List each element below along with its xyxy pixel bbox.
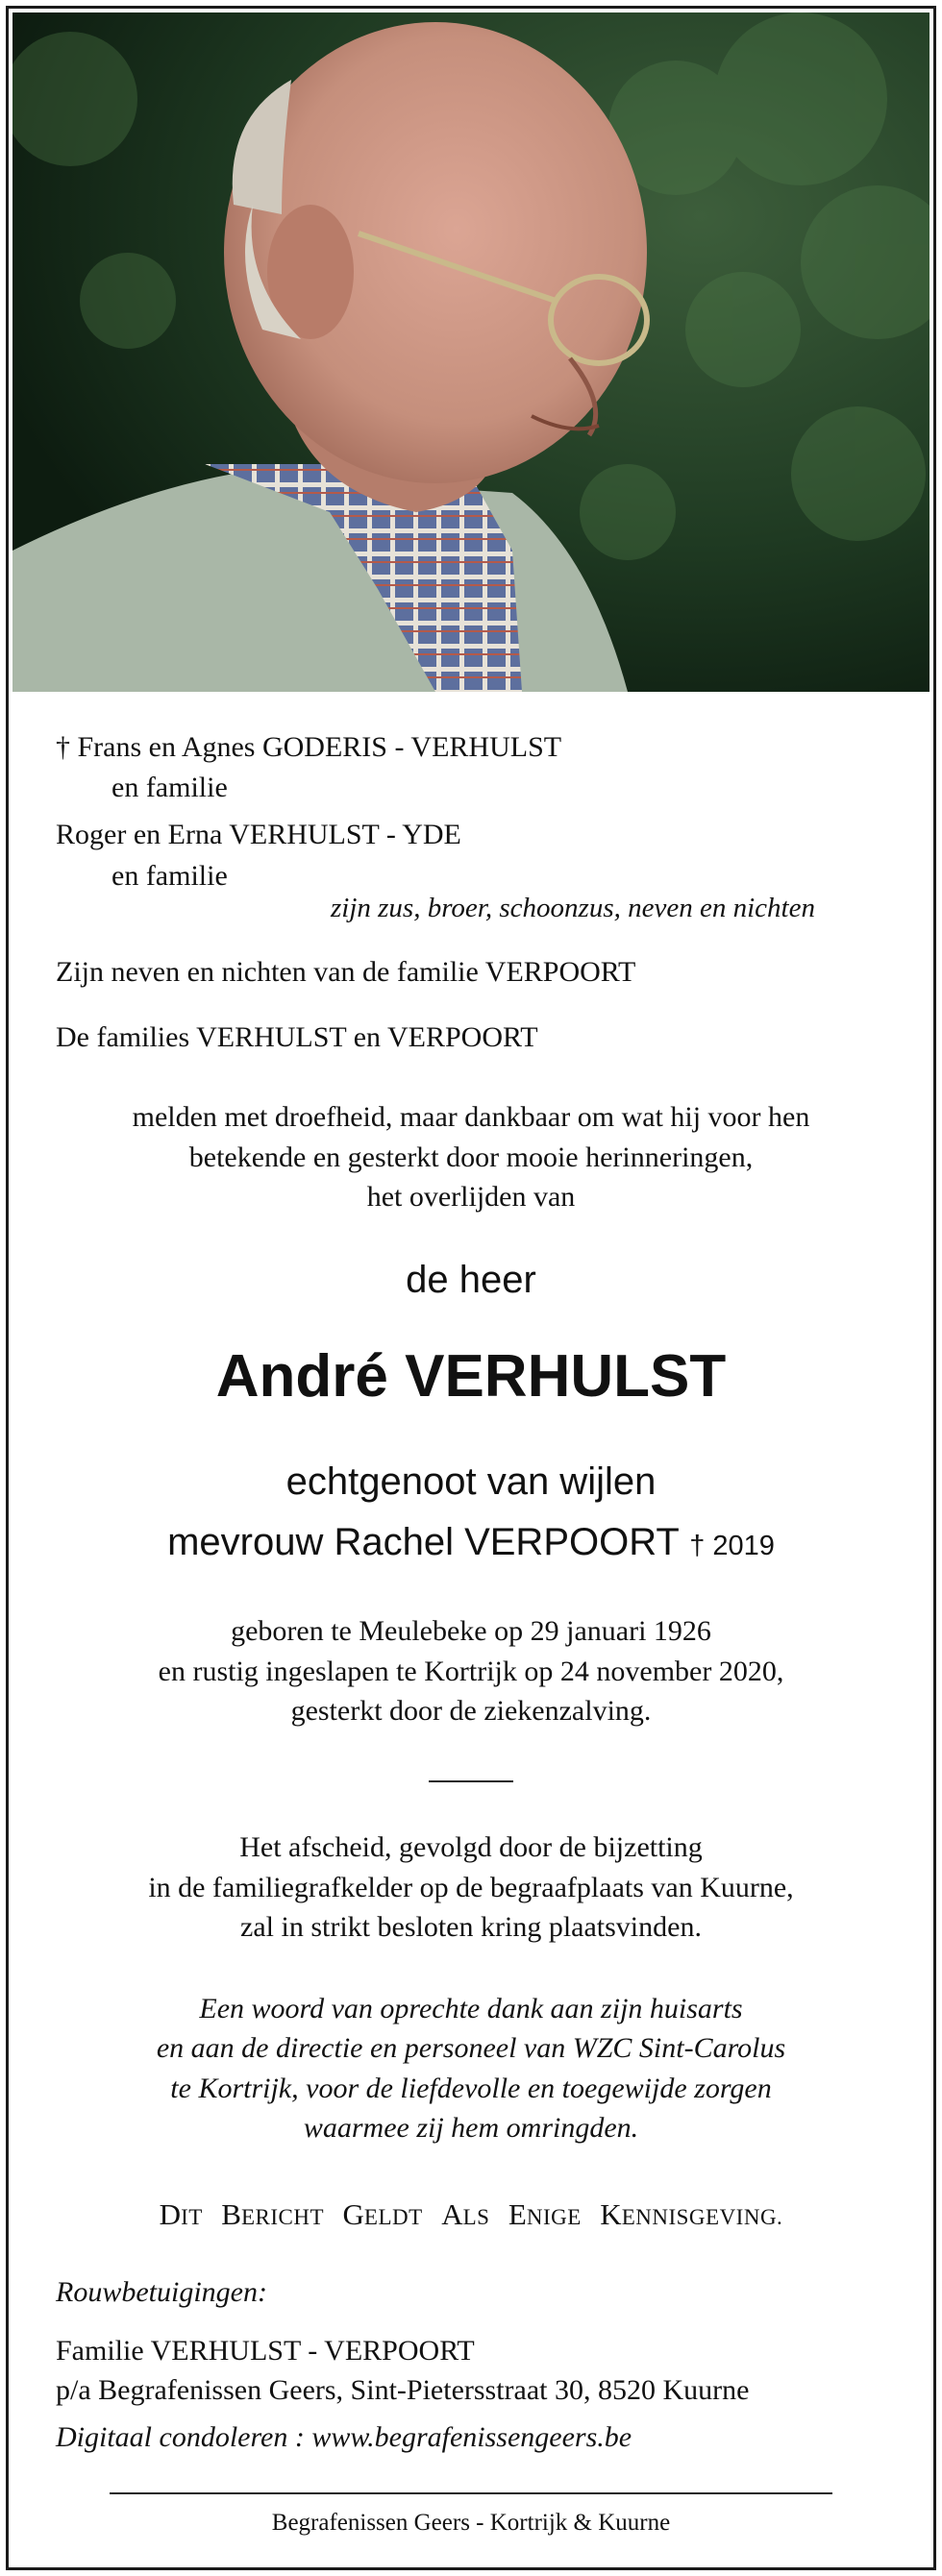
portrait-illustration [12,12,930,692]
footer-funeral-home: Begrafenissen Geers - Kortrijk & Kuurne [271,2510,671,2536]
thanks-line-4: waarmee zij hem omringden. [303,2112,639,2144]
spouse-line-2 [0,1519,942,1565]
thanks-line-2: en aan de directie en personeel van WZC Sint-Carolus [156,2032,786,2064]
family-line-goderis-sub: en familie [112,772,228,803]
thanks-line-1: Een woord van oprechte dank aan zijn huisarts [199,1993,743,2024]
spouse-name: mevrouw Rachel VERPOORT [167,1521,680,1563]
funeral-line-1: Het afscheid, gevolgd door de bijzetting [239,1831,703,1863]
notice-word-1: DIT [159,2197,203,2231]
family-relation: zijn zus, broer, schoonzus, neven en nichten [331,893,815,923]
notice-word-6: KENNISGEVING. [600,2197,783,2231]
family-line-goderis: † Frans en Agnes GODERIS - VERHULST [56,731,562,763]
dates-line-3: gesterkt door de ziekenzalving. [290,1695,652,1727]
deceased-name: André VERHULST [215,1343,727,1410]
announcement-line-2: betekende en gesterkt door mooie herinneringen, [188,1141,754,1173]
family-line-verpoort: Zijn neven en nichten van de familie VERPOORT [56,956,636,988]
contact-address: p/a Begrafenissen Geers, Sint-Pietersstraat 30, 8520 Kuurne [56,2374,750,2406]
notice-line [0,2196,942,2233]
notice-word-4: ALS [441,2197,490,2231]
thanks-line-3: te Kortrijk, voor de liefdevolle en toegewijde zorgen [170,2073,772,2104]
funeral-line-3: zal in strikt besloten kring plaatsvinden. [240,1911,702,1943]
deceased-prefix: de heer [406,1259,536,1301]
spouse-death-year: † 2019 [689,1531,775,1561]
family-line-yde-sub: en familie [112,860,228,892]
portrait-photo [12,12,930,692]
dates-line-2: en rustig ingeslapen te Kortrijk op 24 november 2020, [158,1656,784,1687]
condolence-heading: Rouwbetuigingen: [56,2276,267,2308]
condolence-online: Digitaal condoleren : www.begrafenissengeers.be [56,2421,632,2453]
family-line-families: De families VERHULST en VERPOORT [56,1021,538,1053]
family-line-yde: Roger en Erna VERHULST - YDE [56,819,461,850]
announcement-line-3: het overlijden van [366,1181,576,1213]
funeral-line-2: in de familiegrafkelder op de begraafplaats van Kuurne, [148,1872,794,1903]
notice-word-5: ENIGE [508,2197,582,2231]
separator-short [429,1780,513,1782]
announcement-line-1: melden met droefheid, maar dankbaar om wat hij voor hen [132,1101,810,1133]
spouse-line-1: echtgenoot van wijlen [285,1460,657,1503]
contact-name: Familie VERHULST - VERPOORT [56,2335,475,2367]
notice-word-2: BERICHT [221,2197,325,2231]
notice-word-3: GELDT [342,2197,423,2231]
dates-line-1: geboren te Meulebeke op 29 januari 1926 [231,1615,711,1647]
separator-long [110,2492,832,2494]
